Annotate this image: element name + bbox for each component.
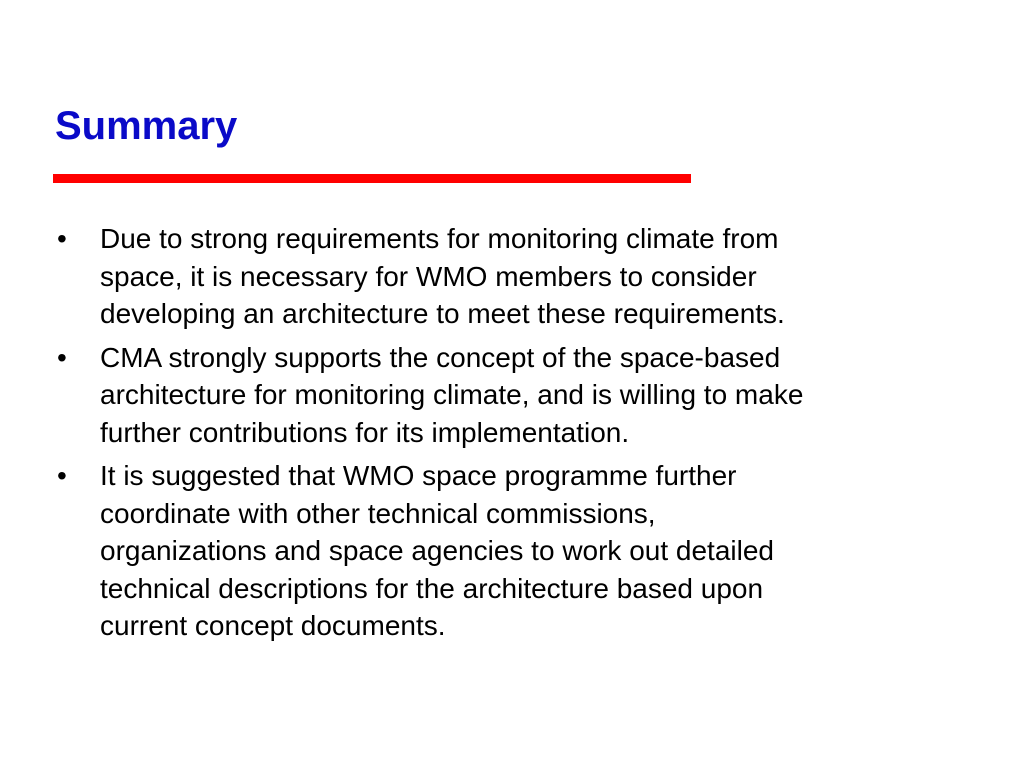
- bullet-item: [57, 339, 977, 452]
- bullet-text: [100, 457, 977, 645]
- slide-title: Summary: [55, 104, 238, 148]
- bullet-line: coordinate with other technical commissions,: [100, 497, 656, 529]
- bullet-line: developing an architecture to meet these requirements.: [100, 298, 785, 329]
- bullet-dot-icon: •: [57, 223, 67, 254]
- bullet-list: [57, 220, 977, 651]
- bullet-dot-icon: •: [57, 341, 67, 373]
- bullet-item: [57, 220, 977, 333]
- bullet-line: space, it is necessary for WMO members to consider: [100, 260, 757, 292]
- bullet-line: further contributions for its implementation.: [100, 416, 630, 448]
- bullet-line: organizations and space agencies to work out detailed: [100, 535, 774, 566]
- bullet-item: [57, 457, 977, 645]
- bullet-text: [100, 339, 977, 452]
- bullet-line: CMA strongly supports the concept of the space-based: [100, 341, 781, 373]
- title-underline: [53, 174, 691, 183]
- bullet-line: It is suggested that WMO space programme further: [100, 460, 737, 491]
- bullet-dot-icon: •: [57, 460, 67, 491]
- bullet-text: [100, 220, 977, 333]
- bullet-line: architecture for monitoring climate, and is willing to make: [100, 379, 804, 410]
- bullet-line: technical descriptions for the architecture based upon: [100, 572, 764, 604]
- bullet-line: Due to strong requirements for monitoring climate from: [100, 223, 779, 254]
- bullet-line: current concept documents.: [100, 610, 446, 641]
